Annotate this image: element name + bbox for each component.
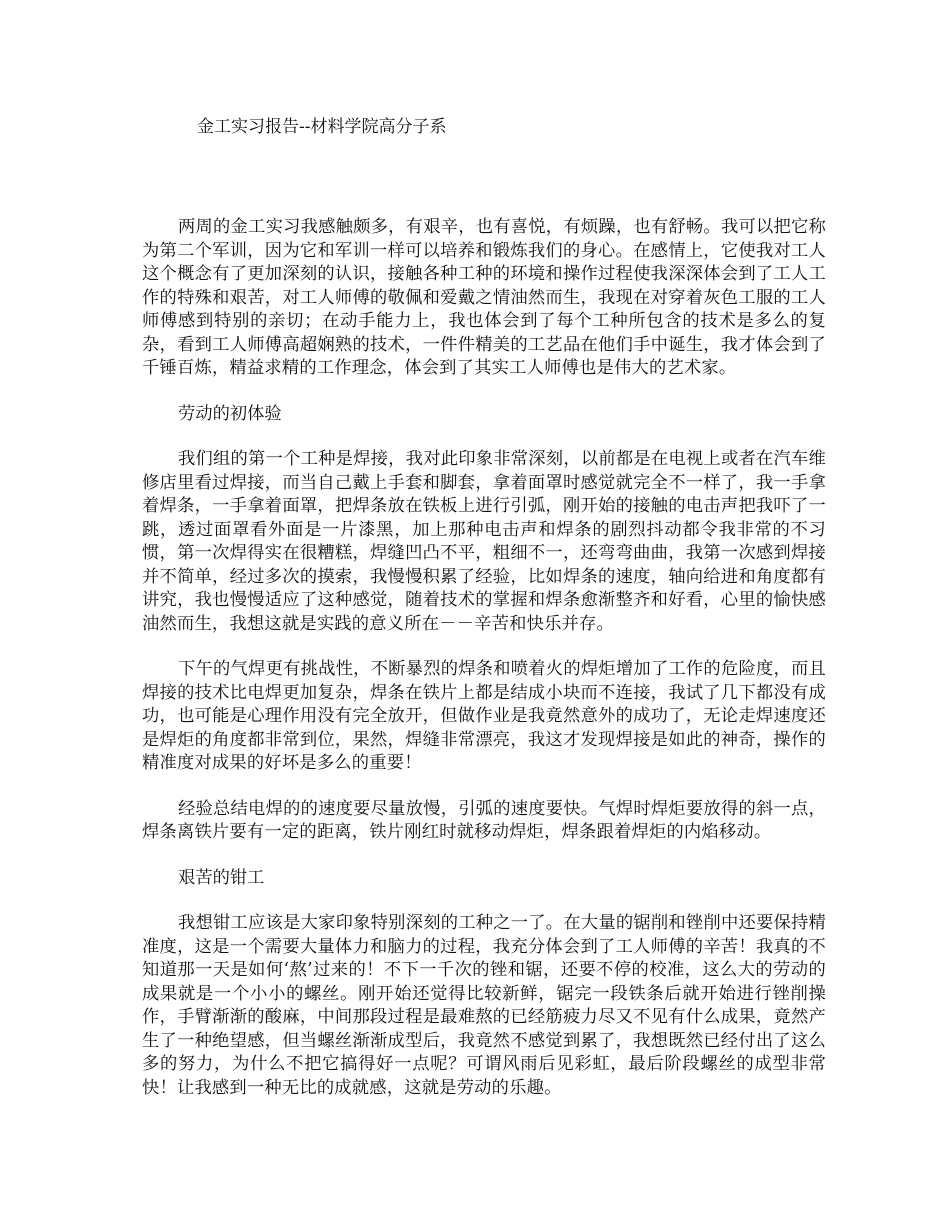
paragraph-fitter: 我想钳工应该是大家印象特别深刻的工种之一了。在大量的锯削和锉削中还要保持精准度，这是一个需要大量体力和脑力的过程，我充分体会到了工人师傅的辛苦！我真的不知道那一天是如何‘熬’过来的！不下一千次的锉和锯，还要不停的校准，这么大的劳动的成果就是一个小小的螺丝。刚开始还觉得比较新鲜，锯完一段铁条后就开始进行锉削操作，手臂渐渐的酸麻，中间那段过程是最难熬的已经筋疲力尽又不见有什么成果，竟然产生了一种绝望感，但当螺丝渐渐成型后，我竟然不感觉到累了，我想既然已经付出了这么多的努力，为什么不把它搞得好一点呢？可谓风雨后见彩虹，最后阶段螺丝的成型非常快！让我感到一种无比的成就感，这就是劳动的乐趣。 [142, 913, 826, 1098]
document-title: 金工实习报告--材料学院高分子系 [197, 117, 447, 137]
paragraph-welding: 我们组的第一个工种是焊接，我对此印象非常深刻，以前都是在电视上或者在汽车维修店里看过焊接，而当自己戴上手套和脚套，拿着面罩时感觉就完全不一样了，我一手拿着焊条，一手拿着面罩，把焊条放在铁板上进行引弧，刚开始的接触的电击声把我吓了一跳，透过面罩看外面是一片漆黑，加上那种电击声和焊条的剧烈抖动都令我非常的不习惯，第一次焊得实在很糟糕，焊缝凹凸不平，粗细不一，还弯弯曲曲，我第一次感到焊接并不简单，经过多次的摸索，我慢慢积累了经验，比如焊条的速度，轴向给进和角度都有讲究，我也慢慢适应了这种感觉，随着技术的掌握和焊条愈渐整齐和好看，心里的愉快感油然而生，我想这就是实践的意义所在－－辛苦和快乐并存。 [142, 449, 826, 634]
paragraph-gas-welding: 下午的气焊更有挑战性，不断暴烈的焊条和喷着火的焊炬增加了工作的危险度，而且焊接的技术比电焊更加复杂，焊条在铁片上都是结成小块而不连接，我试了几下都没有成功，也可能是心理作用没有完全放开，但做作业是我竟然意外的成功了，无论走焊速度还是焊炬的角度都非常到位，果然，焊缝非常漂亮，我这才发现焊接是如此的神奇，操作的精准度对成果的好坏是多么的重要！ [142, 659, 826, 773]
document-body [142, 216, 826, 1122]
paragraph-experience-summary: 经验总结电焊的的速度要尽量放慢，引弧的速度要快。气焊时焊炬要放得的斜一点，焊条离铁片要有一定的距离，铁片刚红时就移动焊炬，焊条跟着焊炬的内焰移动。 [142, 798, 826, 842]
paragraph-intro: 两周的金工实习我感触颇多，有艰辛，也有喜悦，有烦躁，也有舒畅。我可以把它称为第二个军训，因为它和军训一样可以培养和锻炼我们的身心。在感情上，它使我对工人这个概念有了更加深刻的认识，接触各种工种的环境和操作过程使我深深体会到了工人工作的特殊和艰苦，对工人师傅的敬佩和爱戴之情油然而生，我现在对穿着灰色工服的工人师傅感到特别的亲切；在动手能力上，我也体会到了每个工种所包含的技术是多么的复杂，看到工人师傅高超娴熟的技术，一件件精美的工艺品在他们手中诞生，我才体会到了千锤百炼，精益求精的工作理念，体会到了其实工人师傅也是伟大的艺术家。 [142, 217, 826, 378]
section-heading-fitter: 艰苦的钳工 [178, 867, 265, 888]
section-heading-labor: 劳动的初体验 [178, 403, 282, 424]
